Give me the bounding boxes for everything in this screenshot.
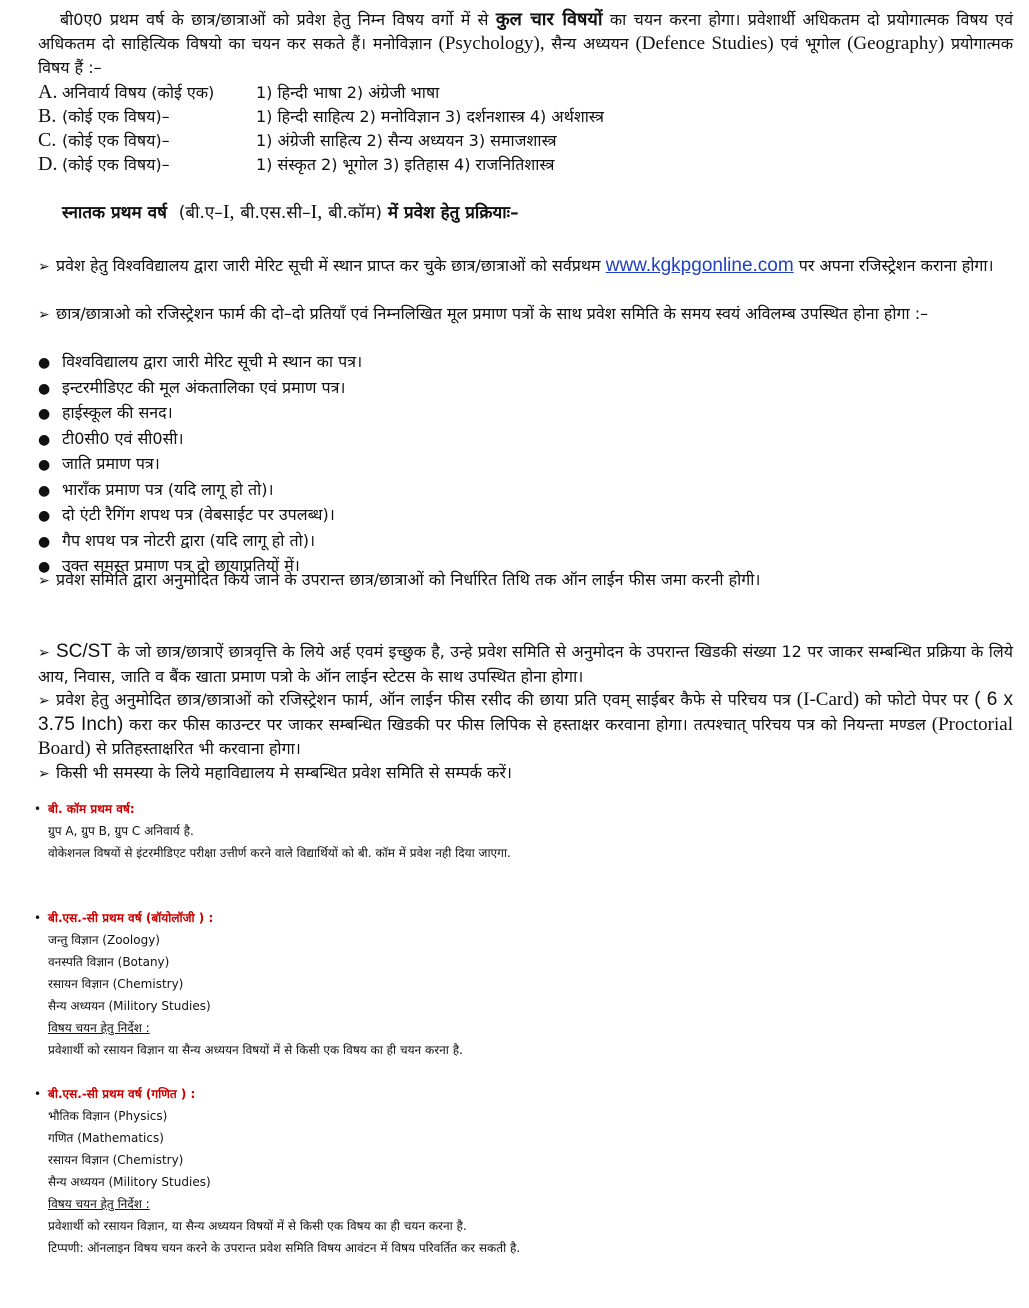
bcom-line: वोकेशनल विषयों से इंटरमीडिएट परीक्षा उत्तीर्ण करने वाले विद्यार्थियों को बी. कॉम में प्रवेश नही दिया जाएगा. [48, 846, 511, 860]
icard-label: (I-Card) [796, 689, 860, 710]
subject-group-b [38, 104, 604, 129]
subject-line: सैन्य अध्ययन (Militory Studies) [48, 999, 211, 1013]
subject-line: भौतिक विज्ञान (Physics) [48, 1109, 168, 1123]
document-text: दो एंटी रैगिंग शपथ पत्र (वेबसाईट पर उपलब्ध)। [62, 505, 335, 524]
procedure-heading [62, 200, 519, 224]
group-subjects: 1) हिन्दी साहित्य 2) मनोविज्ञान 3) दर्शनशास्त्र 4) अर्थशास्त्र [256, 107, 604, 126]
bullet-icon: ● [38, 355, 51, 371]
bcom-title: बी. कॉम प्रथम वर्ष: [48, 802, 135, 816]
group-label: (कोई एक विषय)– [62, 155, 170, 174]
document-text: टी0सी0 एवं सी0सी। [62, 428, 184, 448]
proctorial-board-label: (Proctorial Board) [38, 714, 1014, 759]
arrow-item-documents [38, 302, 1013, 327]
intro-text-3: सैन्य अध्ययन [551, 34, 629, 53]
heading-part: बी.कॉम) [328, 203, 382, 223]
heading-part: बी.एस.सी– [240, 203, 311, 223]
intro-text-1: बी0ए0 प्रथम वर्ष के छात्र/छात्राओं को प्रवेश हेतु निम्न विषय वर्गो में से [60, 10, 489, 29]
arrow-bullet-icon: ➢ [38, 573, 50, 589]
arrow-text: से प्रतिहस्ताक्षरित भी करवाना होगा। [95, 739, 301, 758]
arrow-text: को फोटो पेपर पर [865, 690, 969, 709]
group-letter: D. [38, 153, 58, 175]
subject-group-a [38, 80, 439, 105]
bullet-icon: ● [38, 482, 51, 499]
document-text: इन्टरमीडिएट की मूल अंकतालिका एवं प्रमाण पत्र। [62, 377, 346, 397]
subject-group-c [38, 128, 557, 153]
heading-part: स्नातक प्रथम वर्ष [62, 203, 167, 223]
bullet-icon: ● [38, 431, 51, 448]
document-text: हाईस्कूल की सनद। [62, 403, 173, 422]
arrow-bullet-icon: ➢ [38, 693, 50, 709]
arrow-bullet-icon: ➢ [38, 259, 50, 275]
arrow-bullet-icon: ➢ [38, 645, 50, 661]
arrow-text: पर अपना रजिस्ट्रेशन कराना होगा। [798, 256, 994, 275]
document-text: भारॉंक प्रमाण पत्र (यदि लागू हो तो)। [62, 479, 274, 499]
arrow-text: छात्र/छात्राओ को रजिस्ट्रेशन फार्म की दो–दो प्रतियॉं एवं निम्नलिखित मूल प्रमाण पत्रों के साथ प्रवेश समिति के समय स्वयं अविलम्ब उपस्थित होना होगा :– [56, 304, 929, 323]
arrow-item-scst [38, 640, 1013, 689]
group-subjects: 1) अंग्रेजी साहित्य 2) सैन्य अध्ययन 3) समाजशास्त्र [256, 131, 557, 150]
arrow-bullet-icon: ➢ [38, 766, 50, 782]
document-item [38, 427, 362, 453]
guide-title: विषय चयन हेतु निर्देश : [48, 1197, 150, 1211]
group-subjects: 1) हिन्दी भाषा 2) अंग्रेजी भाषा [256, 83, 440, 102]
note-text: टिप्पणी: ऑनलाइन विषय चयन करने के उपरान्त प्रवेश समिति विषय आवंटन में विषय परिवर्तित कर सकती है. [48, 1241, 521, 1255]
document-text: गैप शपथ पत्र नोटरी द्वारा (यदि लागू हो तो)। [62, 530, 316, 550]
bullet-icon: • [34, 802, 42, 816]
intro-paragraph [38, 8, 1013, 80]
bcom-line: ग्रुप A, ग्रुप B, ग्रुप C अनिवार्य है. [48, 824, 194, 838]
heading-part: में प्रवेश हेतु प्रक्रियाः– [387, 203, 519, 223]
bsc-math-section [34, 1083, 520, 1259]
subject-line: सैन्य अध्ययन (Militory Studies) [48, 1175, 211, 1189]
group-label: (कोई एक विषय)– [62, 107, 170, 126]
group-subjects: 1) संस्कृत 2) भूगोल 3) इतिहास 4) राजनितिशास्त्र [256, 155, 555, 174]
guide-title: विषय चयन हेतु निर्देश : [48, 1021, 150, 1035]
arrow-text: प्रवेश हेतु विश्वविद्यालय द्वारा जारी मेरिट सूची में स्थान प्राप्त कर चुके छात्र/छात्राओं को सर्वप्रथम [56, 256, 601, 275]
bullet-icon: ● [38, 559, 51, 575]
subject-group-d [38, 152, 555, 177]
bullet-icon: ● [38, 406, 51, 422]
subject-line: जन्तु विज्ञान (Zoology) [48, 933, 160, 947]
subject-line: गणित (Mathematics) [48, 1131, 164, 1145]
heading-part: I, [310, 201, 323, 223]
document-item [38, 350, 362, 376]
document-item [38, 376, 362, 402]
guide-text: प्रवेशार्थी को रसायन विज्ञान, या सैन्य अध्ययन विषयों में से किसी एक विषय का ही चयन करना है. [48, 1219, 467, 1233]
bsc-bio-title: बी.एस.-सी प्रथम वर्ष (बॉयोलॉजी ) : [48, 911, 214, 925]
arrow-text: प्रवेश हेतु अनुमोदित छात्र/छात्राओं को रजिस्ट्रेशन फार्म, ऑन लाईन फीस रसीद की छाया प्रति एवम् साईबर कैफे से परिचय पत्र [56, 690, 791, 709]
arrow-text: करा कर फीस काउन्टर पर जाकर सम्बन्धित खिडकी पर फीस लिपिक से हस्ताक्षर करवाना होगा। तत्पश्चात् परिचय पत्र को नियन्ता मण्डल [129, 715, 926, 734]
intro-defence-studies: (Defence Studies) [635, 33, 774, 54]
subject-line: रसायन विज्ञान (Chemistry) [48, 1153, 184, 1167]
document-item [38, 503, 362, 529]
intro-text-5: प्रयोगात्मक विषय हैं :– [38, 34, 1013, 77]
bcom-section [34, 798, 511, 864]
intro-text-2: का चयन करना होगा। प्रवेशार्थी अधिकतम दो प्रयोगात्मक विषय एवं अधिकतम दो साहित्यिक विषयो का चयन कर सकते हैं। मनोविज्ञान [38, 10, 1014, 53]
heading-part: I, [222, 201, 235, 223]
bsc-math-title: बी.एस.-सी प्रथम वर्ष (गणित ) : [48, 1087, 196, 1101]
guide-text: प्रवेशार्थी को रसायन विज्ञान या सैन्य अध्ययन विषयों में से किसी एक विषय का ही चयन करना है. [48, 1043, 463, 1057]
website-link[interactable]: www.kgkpgonline.com [605, 255, 794, 276]
arrow-text: किसी भी समस्या के लिये महाविद्यालय मे सम्बन्धित प्रवेश समिति से सम्पर्क करें। [56, 763, 512, 782]
heading-part: (बी.ए– [178, 203, 223, 223]
document-text: विश्वविद्यालय द्वारा जारी मेरिट सूची मे स्थान का पत्र। [62, 352, 363, 371]
document-item [38, 478, 362, 504]
arrow-text: के जो छात्र/छात्राऐं छात्रवृत्ति के लिये अर्ह एवमं इच्छुक है, उन्हे प्रवेश समिति से अनुमोदन के उपरान्त खिडकी संख्या 12 पर जाकर सम्बन्धित प्रक्रिया के लिये आय, निवास, जाति व बैंक खाता प्रमाण पत्रो के ऑन लाईन स्टेटस के साथ उपस्थित होना होगा। [38, 642, 1013, 686]
group-letter: A. [38, 81, 58, 103]
arrow-item-registration [38, 254, 1013, 279]
photo-size-label: ( 6 x 3.75 Inch) [38, 689, 1013, 735]
group-letter: C. [38, 129, 57, 151]
document-item [38, 401, 362, 427]
bullet-icon: ● [38, 508, 51, 524]
document-item [38, 529, 362, 555]
arrow-bullet-icon: ➢ [38, 307, 50, 323]
document-text: उक्त समस्त प्रमाण पत्र दो छायाप्रतियों में। [62, 556, 300, 575]
bullet-icon: ● [38, 533, 51, 550]
document-item [38, 452, 362, 478]
group-label: (कोई एक विषय)– [62, 131, 170, 150]
intro-text-4: एवं भूगोल [780, 34, 841, 53]
arrow-item-icard [38, 688, 1013, 761]
scst-label: SC/ST [56, 641, 112, 662]
document-text: जाति प्रमाण पत्र। [62, 454, 160, 473]
intro-geography: (Geography) [847, 33, 945, 54]
arrow-item-fee [38, 568, 1013, 593]
subject-line: वनस्पति विज्ञान (Botany) [48, 955, 170, 969]
group-label: अनिवार्य विषय (कोई एक) [62, 83, 215, 102]
group-letter: B. [38, 105, 57, 127]
bullet-icon: • [34, 1087, 42, 1101]
bsc-bio-section [34, 907, 463, 1061]
intro-psychology: (Psychology), [438, 33, 545, 54]
bullet-icon: ● [38, 457, 51, 473]
bullet-icon: ● [38, 380, 51, 397]
arrow-item-contact [38, 761, 1013, 786]
arrow-text: प्रवेश समिति द्वारा अनुमोदित किये जाने के उपरान्त छात्र/छात्राओं को निर्धारित तिथि तक ऑन लाईन फीस जमा करनी होगी। [56, 570, 761, 589]
intro-bold-four-subjects: कुल चार विषयों [495, 9, 603, 30]
document-list [38, 350, 362, 580]
subject-line: रसायन विज्ञान (Chemistry) [48, 977, 184, 991]
bullet-icon: • [34, 911, 42, 925]
